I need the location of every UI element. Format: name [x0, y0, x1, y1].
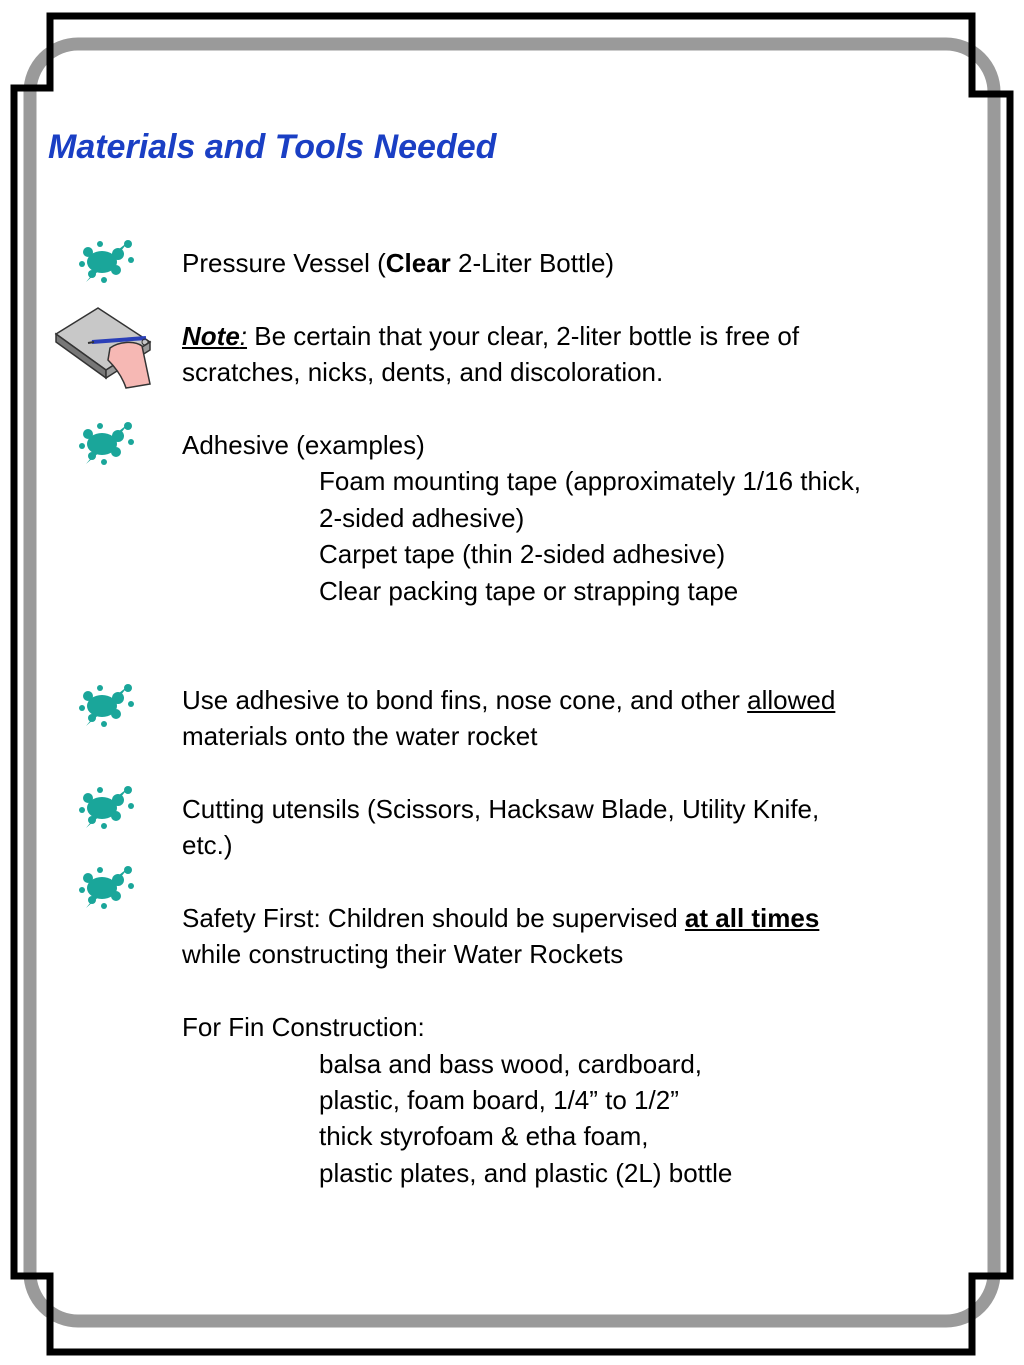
- cutting-utensils-text: Cutting utensils (Scissors, Hacksaw Blade, Utility Knife,: [182, 793, 820, 824]
- fin-construction-heading: For Fin Construction:: [182, 1012, 425, 1043]
- materials-list: [182, 245, 972, 1191]
- note-colon: :: [239, 320, 248, 351]
- pressure-vessel-text: Pressure Vessel (: [182, 248, 386, 278]
- adhesive-item: Foam mounting tape (approximately 1/16 thick,: [319, 466, 861, 497]
- fin-material-item: thick styrofoam & etha foam,: [319, 1121, 649, 1152]
- safety-text-continued: while constructing their Water Rockets: [182, 939, 624, 970]
- teal-splat-icon: [76, 418, 136, 468]
- allowed-emphasis: allowed: [747, 684, 836, 715]
- at-all-times-emphasis: at all times: [684, 903, 820, 934]
- cutting-utensils-text-continued: etc.): [182, 830, 233, 861]
- teal-splat-icon: [76, 782, 136, 832]
- teal-splat-icon: [76, 680, 136, 730]
- safety-line: [182, 900, 972, 936]
- safety-text: Safety First: Children should be supervised: [182, 903, 685, 934]
- pressure-vessel-text-end: 2-Liter Bottle): [450, 248, 615, 278]
- use-adhesive-text: Use adhesive to bond fins, nose cone, and other: [182, 684, 748, 715]
- adhesive-item: Carpet tape (thin 2-sided adhesive): [319, 539, 726, 570]
- use-adhesive-text-continued: materials onto the water rocket: [182, 721, 538, 752]
- adhesive-item: Clear packing tape or strapping tape: [319, 575, 739, 606]
- fin-material-item: balsa and bass wood, cardboard,: [319, 1048, 703, 1079]
- pressure-vessel-line: [182, 245, 972, 281]
- fin-material-item: plastic, foam board, 1/4” to 1/2”: [319, 1085, 679, 1115]
- use-adhesive-line: [182, 682, 972, 718]
- hand-writing-note-icon: [52, 304, 156, 390]
- teal-splat-icon: [76, 236, 136, 286]
- note-text: Be certain that your clear, 2-liter bottle is free of: [247, 320, 800, 351]
- note-label: Note: [182, 320, 240, 351]
- note-line: [182, 318, 972, 354]
- page-title: Materials and Tools Needed: [48, 128, 497, 166]
- fin-material-item: plastic plates, and plastic (2L) bottle: [319, 1157, 733, 1188]
- clear-emphasis: Clear: [385, 248, 451, 278]
- adhesive-item: 2-sided adhesive): [319, 502, 525, 533]
- note-text-continued: scratches, nicks, dents, and discoloration.: [182, 357, 664, 388]
- adhesive-heading: Adhesive (examples): [182, 429, 425, 460]
- teal-splat-icon: [76, 862, 136, 912]
